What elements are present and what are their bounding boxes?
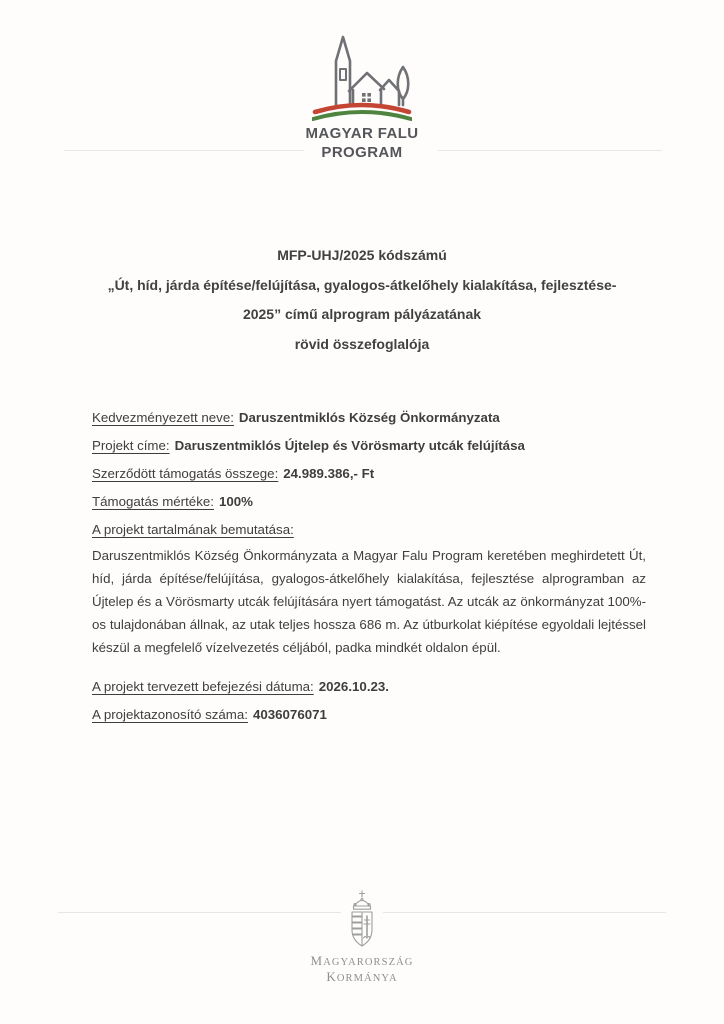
project-description: Daruszentmiklós Község Önkormányzata a Magyar Falu Program keretében meghirdetett Út, híd, járda építése/felújítása, gyalogos-átkelőhely kialakítása, fejlesztése alprogramban az Újtelep és a Vörösmarty utcák felújítására nyert támogatást. Az utcák az önkormányzat 100%-os tulajdonában állnak, az utak teljes hossza 686 m. Az útburkolat kiépítése egyoldali lejtéssel készül a megfelelő vízelvezetés céljából, padka mindkét oldalon épül. — [92, 548, 646, 655]
government-footer — [0, 890, 724, 986]
field-value: 100% — [218, 494, 253, 509]
field-grant-rate — [92, 488, 646, 516]
field-value: 2026.10.23. — [318, 679, 389, 694]
government-name — [0, 954, 724, 986]
document-title — [0, 241, 724, 359]
field-beneficiary — [92, 404, 646, 432]
church-tower — [336, 37, 350, 105]
field-grant-amount — [92, 460, 646, 488]
field-value: Daruszentmiklós Újtelep és Vörösmarty utcák felújítása — [174, 438, 525, 453]
field-project-id — [92, 701, 646, 729]
field-label: Projekt címe: — [92, 438, 170, 453]
magyar-falu-logo — [0, 33, 724, 160]
title-line-1: MFP-UHJ/2025 kódszámú — [277, 247, 447, 263]
field-value: 24.989.386,- Ft — [283, 466, 375, 481]
field-project-title — [92, 432, 646, 460]
title-line-3: 2025” című alprogram pályázatának — [242, 306, 482, 322]
field-label: A projekt tartalmának bemutatása: — [92, 522, 294, 537]
title-line-2: „Út, híd, járda építése/felújítása, gyalogos-átkelőhely kialakítása, fejlesztése- — [107, 276, 617, 293]
program-name-line1: MAGYAR FALU — [305, 125, 419, 142]
field-label: Szerződött támogatás összege: — [92, 466, 279, 481]
church-village-icon — [312, 33, 412, 123]
flag-arc-green — [313, 112, 411, 119]
document-body — [92, 404, 646, 729]
house-window — [362, 93, 371, 102]
field-value: 4036076071 — [252, 707, 327, 722]
field-completion-date — [92, 673, 646, 701]
program-name-line2: PROGRAM — [321, 143, 403, 161]
field-description-heading — [92, 516, 646, 544]
closing-fields — [92, 673, 646, 729]
hungary-coat-of-arms-icon — [344, 890, 380, 952]
header-divider-left — [64, 150, 304, 151]
header-divider-right — [438, 150, 662, 151]
field-label: Kedvezményezett neve: — [92, 410, 234, 425]
field-label: A projekt tervezett befejezési dátuma: — [92, 679, 314, 694]
title-line-4: rövid összefoglalója — [294, 335, 430, 352]
house — [349, 73, 384, 105]
field-label: A projektazonosító száma: — [92, 707, 248, 722]
government-name-line1: MAGYARORSZÁG — [310, 953, 414, 968]
field-value: Daruszentmiklós Község Önkormányzata — [238, 410, 500, 425]
government-name-line2: KORMÁNYA — [326, 969, 398, 984]
field-label: Támogatás mértéke: — [92, 494, 214, 509]
back-roof — [380, 80, 399, 105]
